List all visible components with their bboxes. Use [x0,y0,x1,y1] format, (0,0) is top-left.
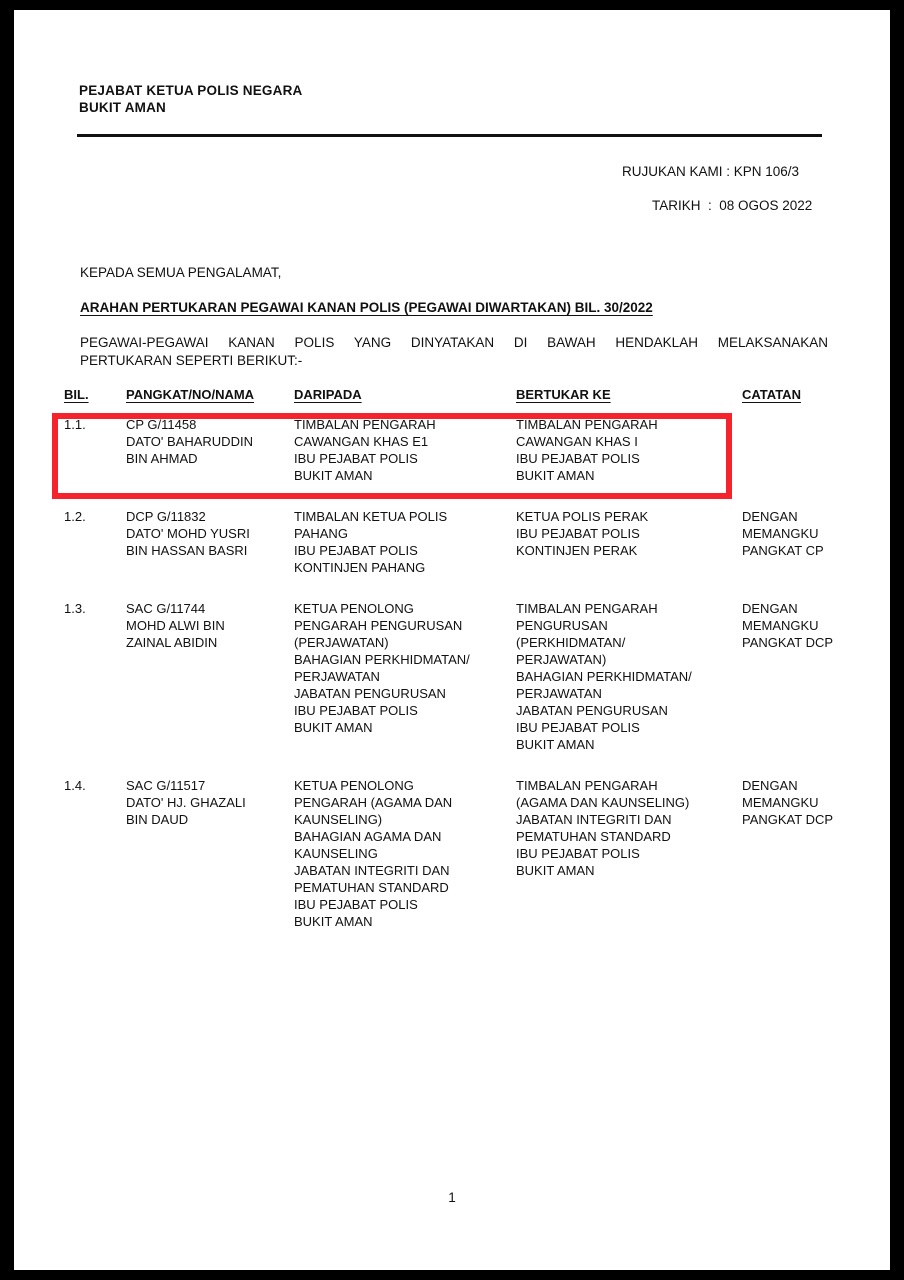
intro-line-2: PERTUKARAN SEPERTI BERIKUT:- [80,353,303,368]
document-body [14,10,890,1270]
cell-pangkat: DCP G/11832 DATO' MOHD YUSRI BIN HASSAN BASRI [126,509,250,558]
intro-paragraph [80,334,828,370]
column-header-daripada: DARIPADA [294,387,362,402]
column-header-bil: BIL. [64,387,89,402]
table-row [64,600,854,777]
cell-pangkat: SAC G/11517 DATO' HJ. GHAZALI BIN DAUD [126,778,246,827]
cell-bertukar-ke: TIMBALAN PENGARAH CAWANGAN KHAS I IBU PEJABAT POLIS BUKIT AMAN [516,417,658,483]
cell-bertukar-ke: TIMBALAN PENGARAH (AGAMA DAN KAUNSELING) JABATAN INTEGRITI DAN PEMATUHAN STANDARD IBU PEJABAT POLIS BUKIT AMAN [516,778,690,878]
cell-catatan: DENGAN MEMANGKU PANGKAT DCP [742,601,834,650]
salutation: KEPADA SEMUA PENGALAMAT, [80,265,282,280]
table-row [64,416,854,508]
cell-catatan: DENGAN MEMANGKU PANGKAT CP [742,509,824,558]
intro-line-1: PEGAWAI-PEGAWAI KANAN POLIS YANG DINYATAKAN DI BAWAH HENDAKLAH MELAKSANAKAN [80,335,828,350]
column-header-pangkat: PANGKAT/NO/NAMA [126,387,255,402]
cell-bertukar-ke: TIMBALAN PENGARAH PENGURUSAN (PERKHIDMATAN/ PERJAWATAN) BAHAGIAN PERKHIDMATAN/ PERJAWATAN JABATAN PENGURUSAN IBU PEJABAT POLIS BUKIT AMAN [516,601,692,752]
cell-daripada: TIMBALAN KETUA POLIS PAHANG IBU PEJABAT POLIS KONTINJEN PAHANG [294,509,448,575]
column-header-catatan: CATATAN [742,387,801,402]
cell-bertukar-ke: KETUA POLIS PERAK IBU PEJABAT POLIS KONTINJEN PERAK [516,509,649,558]
cell-daripada: KETUA PENOLONG PENGARAH PENGURUSAN (PERJAWATAN) BAHAGIAN PERKHIDMATAN/ PERJAWATAN JABATAN PENGURUSAN IBU PEJABAT POLIS BUKIT AMAN [294,601,470,735]
letterhead [79,82,302,116]
transfer-table [64,387,854,954]
cell-pangkat: CP G/11458 DATO' BAHARUDDIN BIN AHMAD [126,417,253,466]
table-row [64,777,854,954]
column-header-bertukar-ke: BERTUKAR KE [516,387,611,402]
letterhead-line-2: BUKIT AMAN [79,100,166,115]
cell-daripada: KETUA PENOLONG PENGARAH (AGAMA DAN KAUNSELING) BAHAGIAN AGAMA DAN KAUNSELING JABATAN INTEGRITI DAN PEMATUHAN STANDARD IBU PEJABAT POLIS BUKIT AMAN [294,778,453,929]
cell-daripada: TIMBALAN PENGARAH CAWANGAN KHAS E1 IBU PEJABAT POLIS BUKIT AMAN [294,417,436,483]
document-page [14,10,890,1270]
header-divider [77,134,822,137]
cell-bil: 1.1. [64,417,86,432]
page-number: 1 [448,1190,456,1205]
page-title: ARAHAN PERTUKARAN PEGAWAI KANAN POLIS (PEGAWAI DIWARTAKAN) BIL. 30/2022 [80,300,653,315]
cell-catatan: DENGAN MEMANGKU PANGKAT DCP [742,778,834,827]
reference-number: RUJUKAN KAMI : KPN 106/3 [622,164,800,179]
cell-bil: 1.3. [64,601,86,616]
cell-bil: 1.4. [64,778,86,793]
table-body [64,416,854,954]
letterhead-line-1: PEJABAT KETUA POLIS NEGARA [79,83,303,98]
table-header-row [64,387,854,416]
cell-pangkat: SAC G/11744 MOHD ALWI BIN ZAINAL ABIDIN [126,601,225,650]
cell-bil: 1.2. [64,509,86,524]
cell-catatan [742,416,854,508]
table-row [64,508,854,600]
document-date: TARIKH : 08 OGOS 2022 [652,198,813,213]
